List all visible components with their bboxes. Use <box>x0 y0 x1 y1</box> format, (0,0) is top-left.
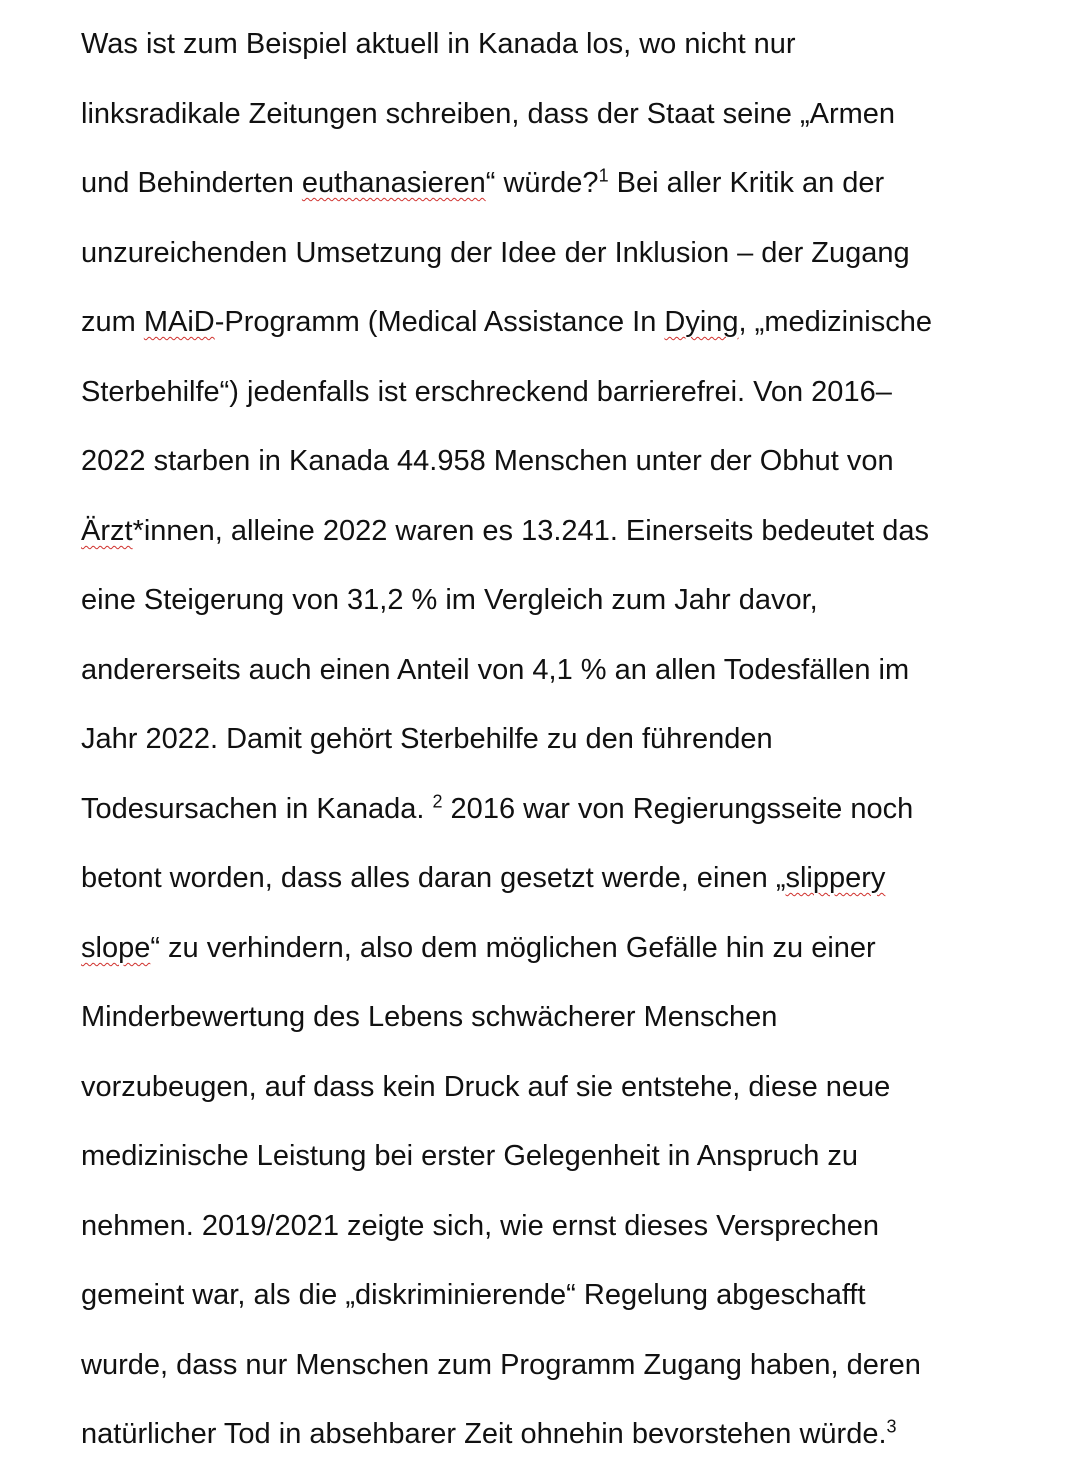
text-run: *innen, alleine 2022 waren es 13.241. Einerseits bedeutet das <box>132 515 930 547</box>
text-line <box>81 441 894 481</box>
text-run: Jahr 2022. Damit gehört Sterbehilfe zu den führenden <box>81 723 773 755</box>
text-run: wurde, dass nur Menschen zum Programm Zugang haben, deren <box>81 1349 921 1381</box>
text-run: zum <box>81 306 144 338</box>
text-run: und Behinderten <box>81 167 302 199</box>
text-run: 2022 starben in Kanada 44.958 Menschen unter der Obhut von <box>81 445 894 477</box>
text-line <box>81 858 885 898</box>
text-run: Was ist zum Beispiel aktuell in Kanada los, wo nicht nur <box>81 28 796 60</box>
text-run: Sterbehilfe“) jedenfalls ist erschreckend barrierefrei. Von 2016– <box>81 376 892 408</box>
text-run: Minderbewertung des Lebens schwächerer Menschen <box>81 1001 778 1033</box>
misspelled-word[interactable]: Ärzt <box>81 515 133 547</box>
text-run: linksradikale Zeitungen schreiben, dass der Staat seine „Armen <box>81 98 896 130</box>
text-run: “ würde? <box>485 167 599 199</box>
text-run: gemeint war, als die „diskriminierende“ Regelung abgeschafft <box>81 1279 866 1311</box>
text-line <box>81 1345 921 1385</box>
text-line <box>81 1206 879 1246</box>
text-line <box>81 94 895 134</box>
footnote-reference[interactable]: 1 <box>598 165 609 186</box>
misspelled-word[interactable]: euthanasieren <box>301 167 486 199</box>
text-line <box>81 719 773 759</box>
text-line <box>81 1136 858 1176</box>
text-line <box>81 1414 897 1454</box>
text-run: “ zu verhindern, also dem möglichen Gefälle hin zu einer <box>150 932 876 964</box>
text-run: andererseits auch einen Anteil von 4,1 % an allen Todesfällen im <box>81 654 910 686</box>
text-run: unzureichenden Umsetzung der Idee der Inklusion – der Zugang <box>81 237 910 269</box>
footnote-reference[interactable]: 3 <box>886 1416 897 1437</box>
text-line <box>81 24 796 64</box>
text-line <box>81 997 777 1037</box>
misspelled-word[interactable]: MAiD <box>143 306 215 338</box>
misspelled-word[interactable]: slippery <box>785 862 886 894</box>
misspelled-word[interactable]: slope <box>81 932 151 964</box>
text-line <box>81 233 910 273</box>
text-line <box>81 580 818 620</box>
text-line <box>81 511 929 551</box>
text-run: Todesursachen in Kanada. <box>81 793 433 825</box>
text-line <box>81 163 884 203</box>
text-run: nehmen. 2019/2021 zeigte sich, wie ernst dieses Versprechen <box>81 1210 879 1242</box>
text-line <box>81 928 876 968</box>
text-run: 2016 war von Regierungsseite noch <box>442 793 914 825</box>
footnote-reference[interactable]: 2 <box>432 791 443 812</box>
text-line <box>81 789 913 829</box>
text-run: betont worden, dass alles daran gesetzt werde, einen „ <box>81 862 786 894</box>
text-line <box>81 302 932 342</box>
text-run: eine Steigerung von 31,2 % im Vergleich zum Jahr davor, <box>81 584 818 616</box>
text-line <box>81 650 909 690</box>
text-line <box>81 1275 866 1315</box>
text-line <box>81 372 892 412</box>
text-run: Bei aller Kritik an der <box>608 167 885 199</box>
text-run: medizinische Leistung bei erster Gelegenheit in Anspruch zu <box>81 1140 859 1172</box>
text-run: vorzubeugen, auf dass kein Druck auf sie entstehe, diese neue <box>81 1071 891 1103</box>
text-run: , „medizinische <box>738 306 932 338</box>
misspelled-word[interactable]: Dying <box>664 306 739 338</box>
text-run: -Programm (Medical Assistance In <box>214 306 665 338</box>
text-line <box>81 1067 890 1107</box>
text-run: natürlicher Tod in absehbarer Zeit ohnehin bevorstehen würde. <box>81 1418 887 1450</box>
